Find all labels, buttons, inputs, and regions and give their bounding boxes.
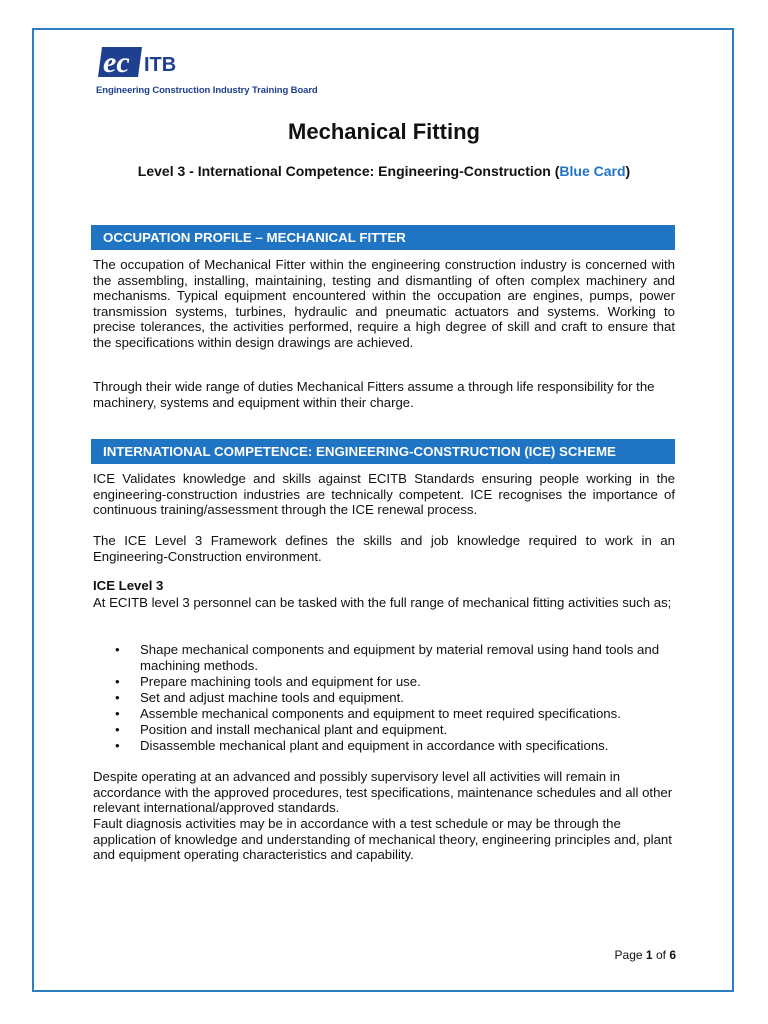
logo-org-name: Engineering Construction Industry Training Board <box>96 85 318 96</box>
list-item: • Prepare machining tools and equipment for use. <box>93 674 675 690</box>
page-label: Page <box>614 948 643 962</box>
list-item: • Set and adjust machine tools and equipment. <box>93 690 675 706</box>
page-of: of <box>655 948 666 962</box>
page-title: Mechanical Fitting <box>288 119 480 144</box>
closing-paragraph-1: Despite operating at an advanced and possibly supervisory level all activities will remain in accordance with the approved procedures, test specifications, maintenance schedules and all other relevant international/approved standards. <box>93 769 673 816</box>
occupation-paragraph-1: The occupation of Mechanical Fitter within the engineering construction industry is concerned with the assembling, installing, maintaining, testing and dismantling of often complex machinery and mechanisms. Typical equipment encountered within the occupation are engines, pumps, power transmission systems, turbines, hydraulic and pneumatic actuators and systems. Working to precise tolerances, the activities performed, require a high degree of skill and craft to ensure that the specifications within design drawings are achieved. <box>93 257 675 350</box>
ice-level-intro: At ECITB level 3 personnel can be tasked with the full range of mechanical fitting activities such as; <box>93 595 672 610</box>
subtitle-blue-card: Blue Card <box>559 163 626 179</box>
section-heading-ice-scheme: INTERNATIONAL COMPETENCE: ENGINEERING-CONSTRUCTION (ICE) SCHEME <box>91 439 675 464</box>
ice-paragraph-1: ICE Validates knowledge and skills against ECITB Standards ensuring people working in the engineering-construction industries are technically competent. ICE recognises the importance of continuous training/assessment through the ICE renewal process. <box>93 471 675 518</box>
page-total: 6 <box>669 948 676 962</box>
ecitb-logo-mark <box>98 44 190 80</box>
list-item: • Position and install mechanical plant and equipment. <box>93 722 675 738</box>
subtitle-prefix: Level 3 - International Competence: Engineering-Construction ( <box>137 163 560 179</box>
logo-ec-text: ec <box>103 46 130 79</box>
list-item: • Shape mechanical components and equipment by material removal using hand tools and machining methods. <box>93 642 675 674</box>
page-subtitle <box>0 163 768 179</box>
list-item: • Disassemble mechanical plant and equipment in accordance with specifications. <box>93 738 675 754</box>
ecitb-logo <box>96 44 336 100</box>
list-item: • Assemble mechanical components and equipment to meet required specifications. <box>93 706 675 722</box>
subtitle-suffix: ) <box>625 163 631 179</box>
ice-level-heading: ICE Level 3 <box>93 578 164 593</box>
occupation-paragraph-2: Through their wide range of duties Mechanical Fitters assume a through life responsibility for the machinery, systems and equipment within their charge. <box>93 379 655 410</box>
page-number <box>560 948 676 962</box>
logo-itb-text: ITB <box>144 54 177 76</box>
page-current: 1 <box>645 948 653 962</box>
activities-list <box>93 642 675 754</box>
closing-paragraph-2: Fault diagnosis activities may be in accordance with a test schedule or may be through the application of knowledge and understanding of mechanical theory, engineering principles and, plant and equipment operating characteristics and capability. <box>93 816 672 863</box>
ice-paragraph-2: The ICE Level 3 Framework defines the skills and job knowledge required to work in an Engineering-Construction environment. <box>93 533 675 564</box>
section-heading-occupation: OCCUPATION PROFILE – MECHANICAL FITTER <box>91 225 675 250</box>
